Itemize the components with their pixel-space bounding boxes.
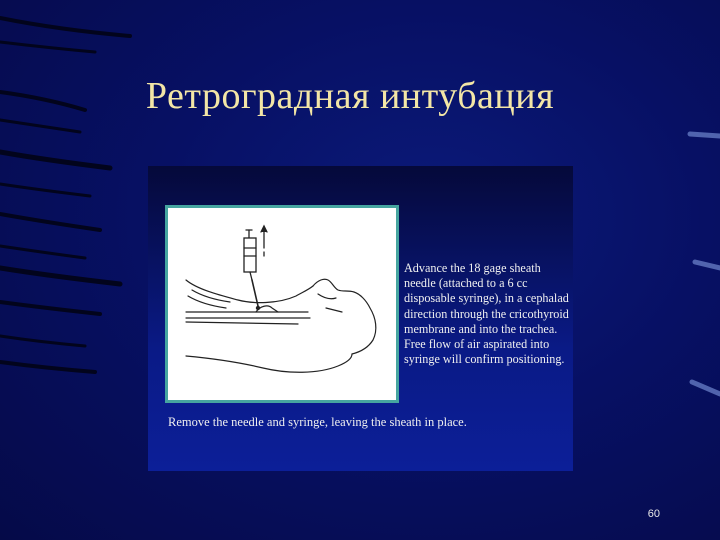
needle-tip-marker (256, 306, 260, 310)
figure-panel (148, 166, 573, 471)
neck-needle-drawing (168, 208, 396, 400)
slide-title: Ретроградная интубация (145, 75, 555, 117)
intubation-illustration (165, 205, 399, 403)
procedure-description: Advance the 18 gage sheath needle (attached to a 6 cc disposable syringe), in a cephalad direction through the cricothyroid membrane and into the trachea. Free flow of air aspirated into syringe will confirm positioning. (404, 261, 569, 367)
figure-caption: Remove the needle and syringe, leaving the sheath in place. (168, 415, 467, 429)
page-number: 60 (647, 508, 660, 520)
